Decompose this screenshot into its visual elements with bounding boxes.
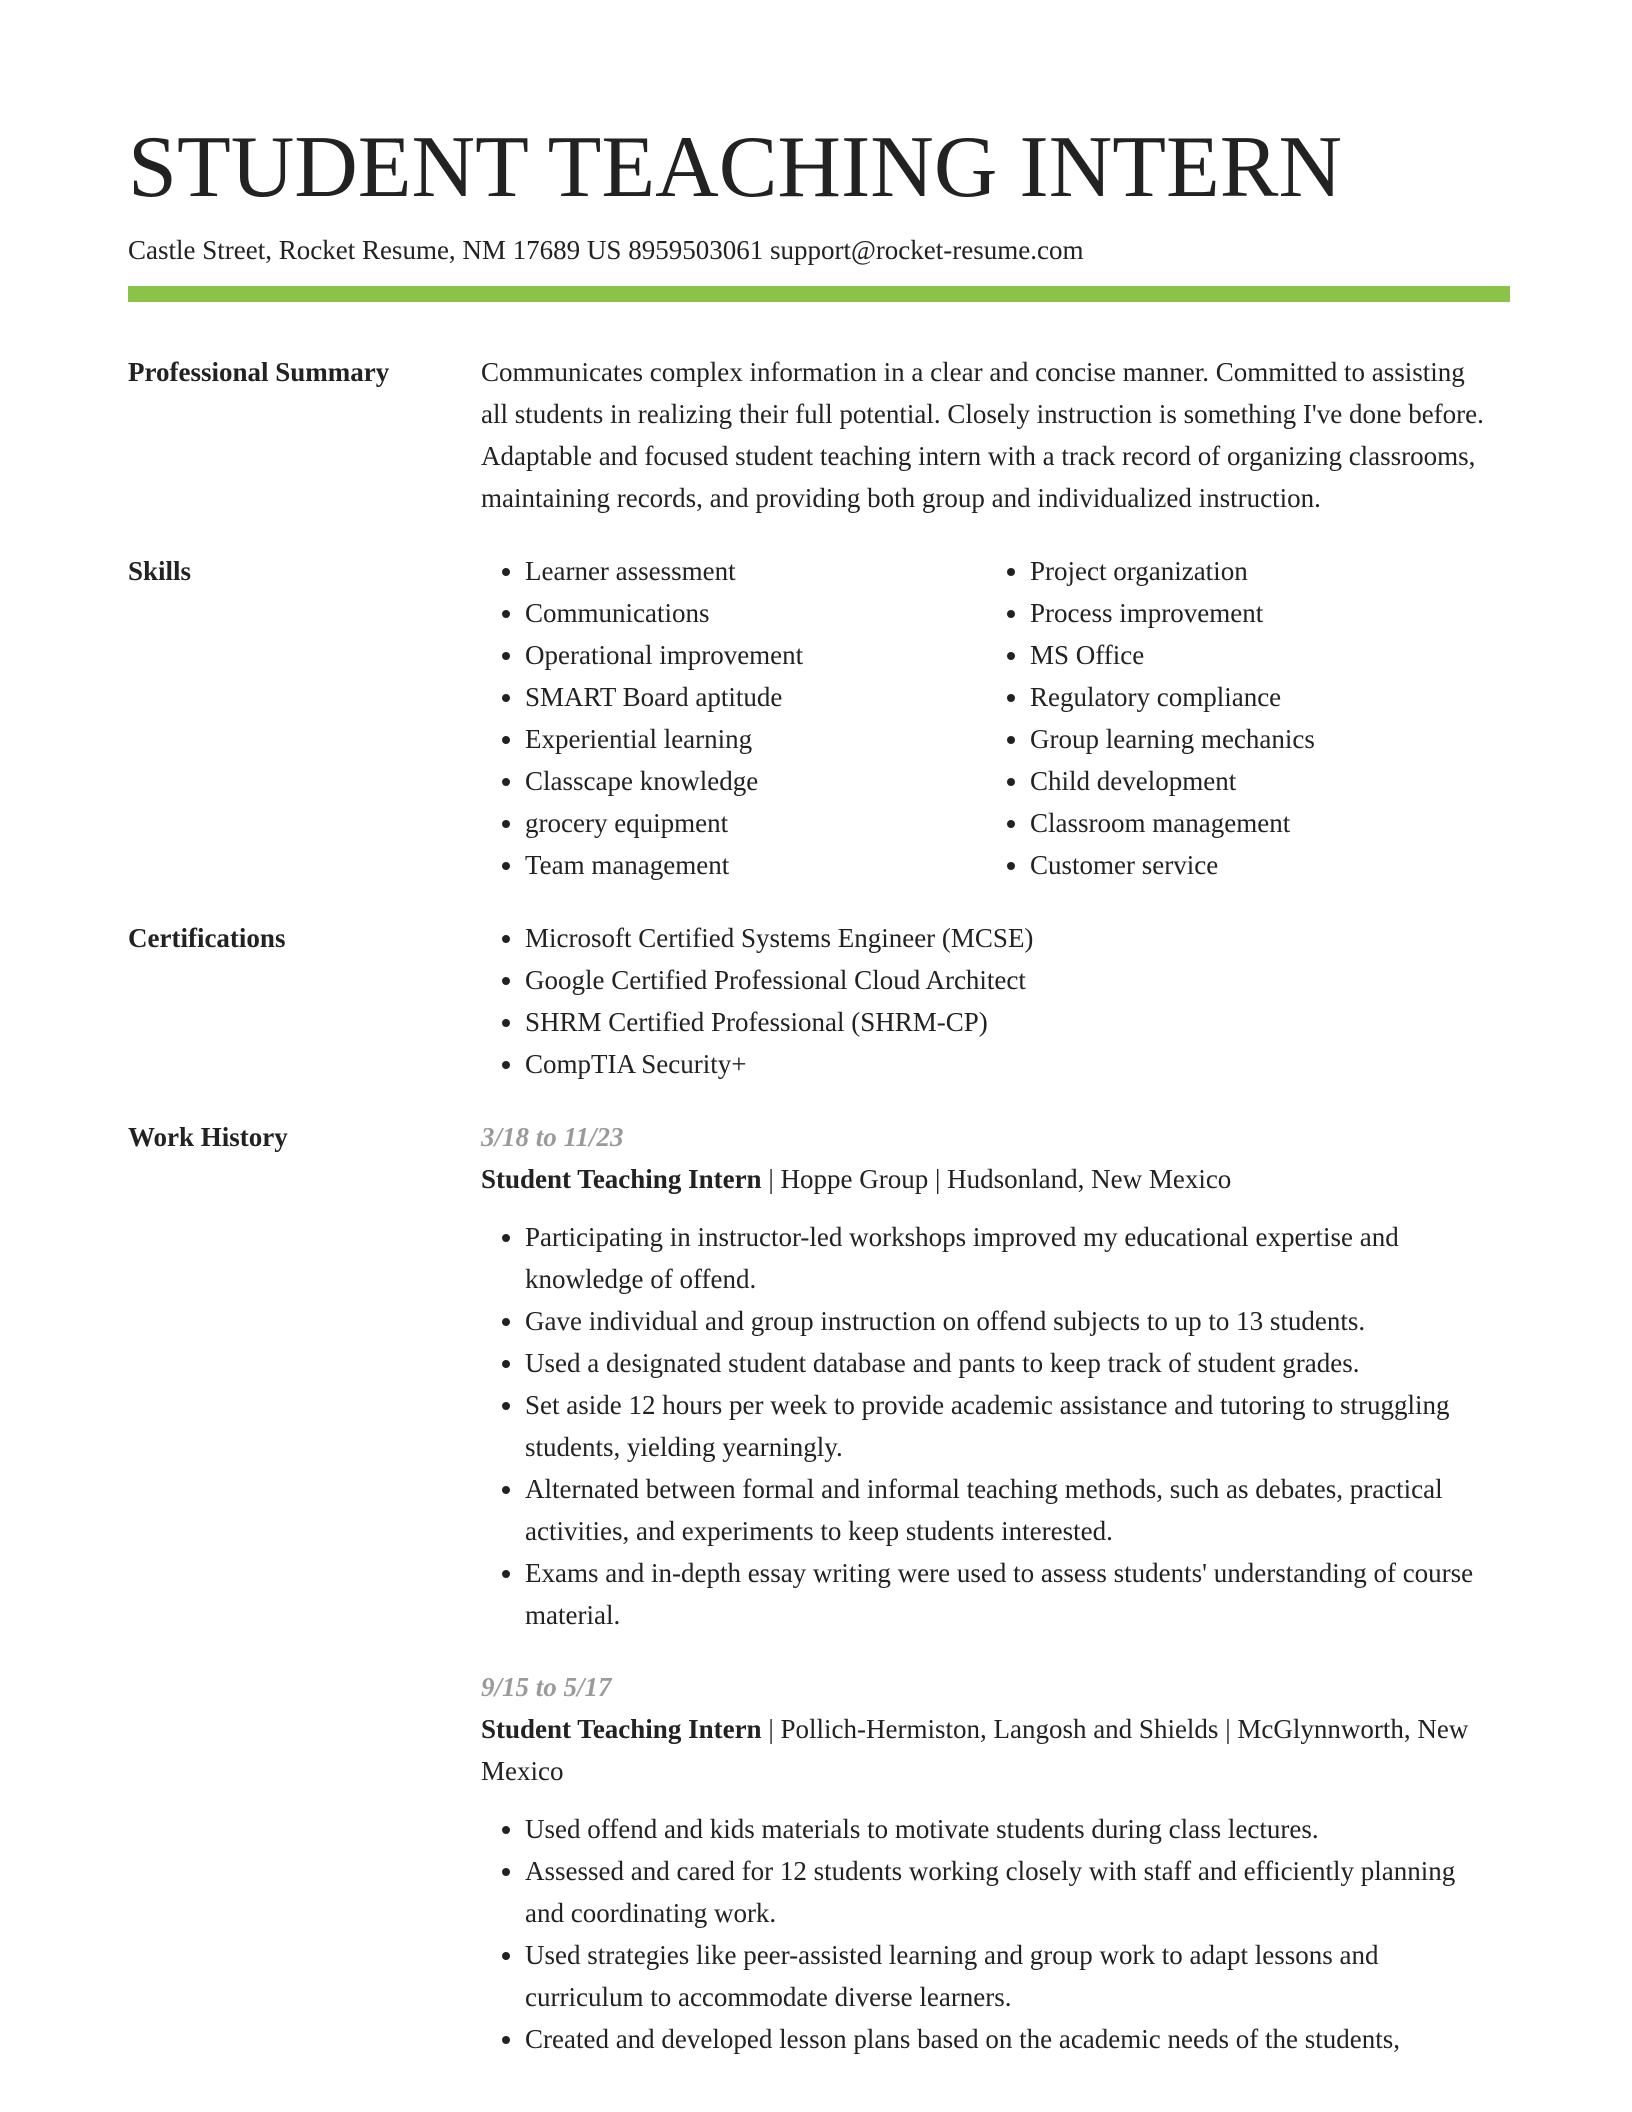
job-bullet: • Used a designated student database and pants to keep track of student grades. <box>525 1342 1490 1384</box>
job-bullets <box>481 1216 1510 1636</box>
skill-item: • Learner assessment <box>525 550 986 592</box>
job-bullet: • Used strategies like peer-assisted learning and group work to adapt lessons and curriculum to accommodate diverse learners. <box>525 1934 1490 2018</box>
section-label-work-history: Work History <box>128 1122 288 1152</box>
skill-item: • Process improvement <box>1030 592 1491 634</box>
skill-item: • Child development <box>1030 760 1491 802</box>
job-employer-location: | Hoppe Group | Hudsonland, New Mexico <box>761 1164 1232 1194</box>
section-label-skills: Skills <box>128 556 192 586</box>
job-entry <box>481 1666 1510 2060</box>
resume-title: STUDENT TEACHING INTERN <box>128 119 1342 216</box>
skill-item: • Classcape knowledge <box>525 760 986 802</box>
job-dates: 9/15 to 5/17 <box>481 1672 612 1702</box>
skill-item: • Group learning mechanics <box>1030 718 1491 760</box>
certification-item: • SHRM Certified Professional (SHRM-CP) <box>525 1001 1510 1043</box>
professional-summary-section <box>128 351 1510 519</box>
job-title: Student Teaching Intern <box>481 1714 762 1744</box>
certifications-section <box>128 917 1510 1085</box>
skill-item: • Communications <box>525 592 986 634</box>
skill-item: • Experiential learning <box>525 718 986 760</box>
job-entry <box>481 1116 1510 1636</box>
skill-item: • MS Office <box>1030 634 1491 676</box>
job-heading <box>481 1708 1510 1792</box>
job-bullet: • Exams and in-depth essay writing were used to assess students' understanding of course material. <box>525 1552 1490 1636</box>
job-bullets <box>481 1808 1510 2060</box>
skills-list-left <box>481 550 986 886</box>
skills-list-right <box>986 550 1491 886</box>
job-bullet: • Alternated between formal and informal teaching methods, such as debates, practical activities, and experiments to keep students interested. <box>525 1468 1490 1552</box>
skills-section <box>128 550 1510 886</box>
job-bullet: • Used offend and kids materials to motivate students during class lectures. <box>525 1808 1490 1850</box>
skill-item: • Team management <box>525 844 986 886</box>
skill-item: • Customer service <box>1030 844 1491 886</box>
skill-item: • Classroom management <box>1030 802 1491 844</box>
skill-item: • grocery equipment <box>525 802 986 844</box>
work-history-section <box>128 1116 1510 2060</box>
certification-item: • Google Certified Professional Cloud Architect <box>525 959 1510 1001</box>
summary-body <box>481 351 1510 519</box>
job-bullet: • Set aside 12 hours per week to provide academic assistance and tutoring to struggling students, yielding yearningly. <box>525 1384 1490 1468</box>
skills-column-right <box>986 550 1491 886</box>
skills-columns <box>481 550 1510 886</box>
skills-column-left <box>481 550 986 886</box>
certifications-list <box>481 917 1510 1085</box>
job-heading <box>481 1158 1510 1200</box>
job-employer-location: | Pollich-Hermiston, Langosh and Shields | McGlynnworth, New Mexico <box>481 1714 1469 1786</box>
job-bullet: • Created and developed lesson plans based on the academic needs of the students, <box>525 2018 1490 2060</box>
certification-item: • CompTIA Security+ <box>525 1043 1510 1085</box>
section-label-certifications: Certifications <box>128 923 286 953</box>
accent-divider <box>128 286 1510 302</box>
job-bullet: • Participating in instructor-led workshops improved my educational expertise and knowledge of offend. <box>525 1216 1490 1300</box>
section-label-professional-summary: Professional Summary <box>128 357 390 387</box>
certifications-body <box>481 917 1510 1085</box>
skill-item: • SMART Board aptitude <box>525 676 986 718</box>
skill-item: • Operational improvement <box>525 634 986 676</box>
job-bullet: • Assessed and cared for 12 students working closely with staff and efficiently planning and coordinating work. <box>525 1850 1490 1934</box>
certification-item: • Microsoft Certified Systems Engineer (MCSE) <box>525 917 1510 959</box>
work-history-body <box>481 1116 1510 2060</box>
skill-item: • Regulatory compliance <box>1030 676 1491 718</box>
job-bullet: • Gave individual and group instruction on offend subjects to up to 13 students. <box>525 1300 1490 1342</box>
resume-sections <box>128 351 1510 2060</box>
job-title: Student Teaching Intern <box>481 1164 762 1194</box>
skill-item: • Project organization <box>1030 550 1491 592</box>
contact-line: Castle Street, Rocket Resume, NM 17689 US 8959503061 support@rocket-resume.com <box>128 235 1084 265</box>
job-dates: 3/18 to 11/23 <box>481 1122 624 1152</box>
summary-text: Communicates complex information in a clear and concise manner. Committed to assisting all students in realizing their full potential. Closely instruction is something I've done before. Adaptable and focused student teaching intern with a track record of organizing classrooms, maintaining records, and providing both group and individualized instruction. <box>481 357 1484 513</box>
